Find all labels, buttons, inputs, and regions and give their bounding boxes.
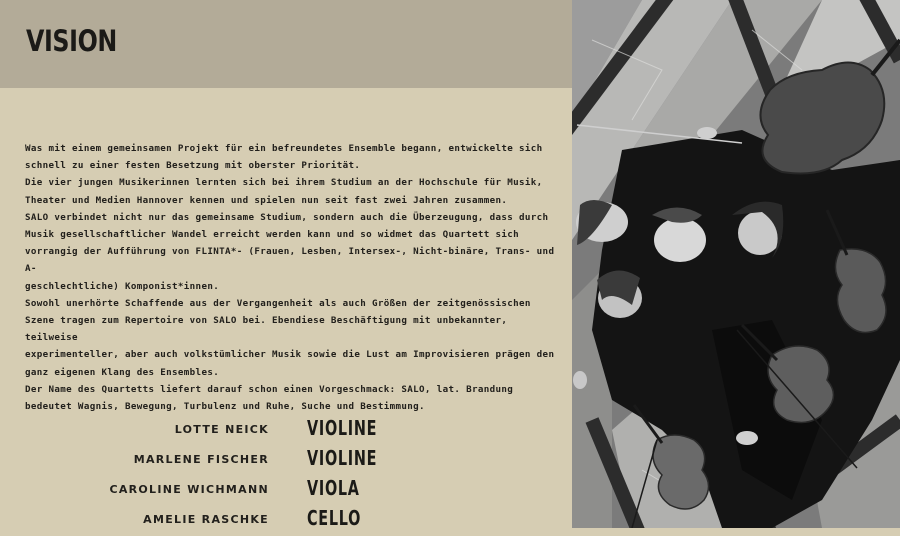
header-band: [0, 0, 572, 88]
member-name: CAROLINE WICHMANN: [109, 483, 269, 496]
paragraph: Sowohl unerhörte Schaffende aus der Vergangenheit als auch Größen der zeitgenössischen Szene tragen zum Repertoire von SALO bei. Ebendiese Beschäftigung mit unbekannter, teilweise experimenteller, aber auch volkstümlicher Musik sowie die Lust am Improvisieren prägen den ganz eigenen Klang des Ensembles.: [25, 297, 555, 378]
member-instrument: VIOLINE: [307, 416, 378, 440]
member-instrument: VIOLA: [307, 476, 360, 500]
paragraph: Was mit einem gemeinsamen Projekt für ein befreundetes Ensemble begann, entwickelte sich schnell zu einer festen Besetzung mit oberster Priorität.: [25, 143, 543, 172]
member-name: AMELIE RASCHKE: [143, 513, 269, 526]
paragraph: Die vier jungen Musikerinnen lernten sich bei ihrem Studium an der Hochschule für Musik, Theater und Medien Hannover kennen und spielen nun seit fast zwei Jahren zusammen.: [25, 177, 543, 206]
ensemble-photo: [572, 0, 900, 528]
page-title: VISION: [26, 24, 117, 58]
member-row: [0, 446, 572, 476]
paragraph: Der Name des Quartetts liefert darauf schon einen Vorgeschmack: SALO, lat. Brandung bedeutet Wagnis, Bewegung, Turbulenz und Ruhe, Suche und Bestimmung.: [25, 383, 514, 413]
vision-text: [25, 140, 565, 415]
paragraph: SALO verbindet nicht nur das gemeinsame Studium, sondern auch die Überzeugung, dass durch Musik gesellschaftlicher Wandel erreicht werden kann und so widmet das Quartett sich vorrangig der Aufführung von FLINTA*- (Frauen, Lesben, Intersex-, Nicht-binäre, Trans- und A- geschlechtliche) Komponist*innen.: [25, 211, 555, 292]
member-name: LOTTE NEICK: [174, 423, 269, 436]
member-row: [0, 476, 572, 506]
member-row: [0, 506, 572, 536]
ensemble-photo-illustration: [572, 0, 900, 528]
member-instrument: CELLO: [307, 506, 362, 530]
member-row: [0, 416, 572, 446]
member-instrument: VIOLINE: [307, 446, 378, 470]
member-name: MARLENE FISCHER: [133, 453, 269, 466]
